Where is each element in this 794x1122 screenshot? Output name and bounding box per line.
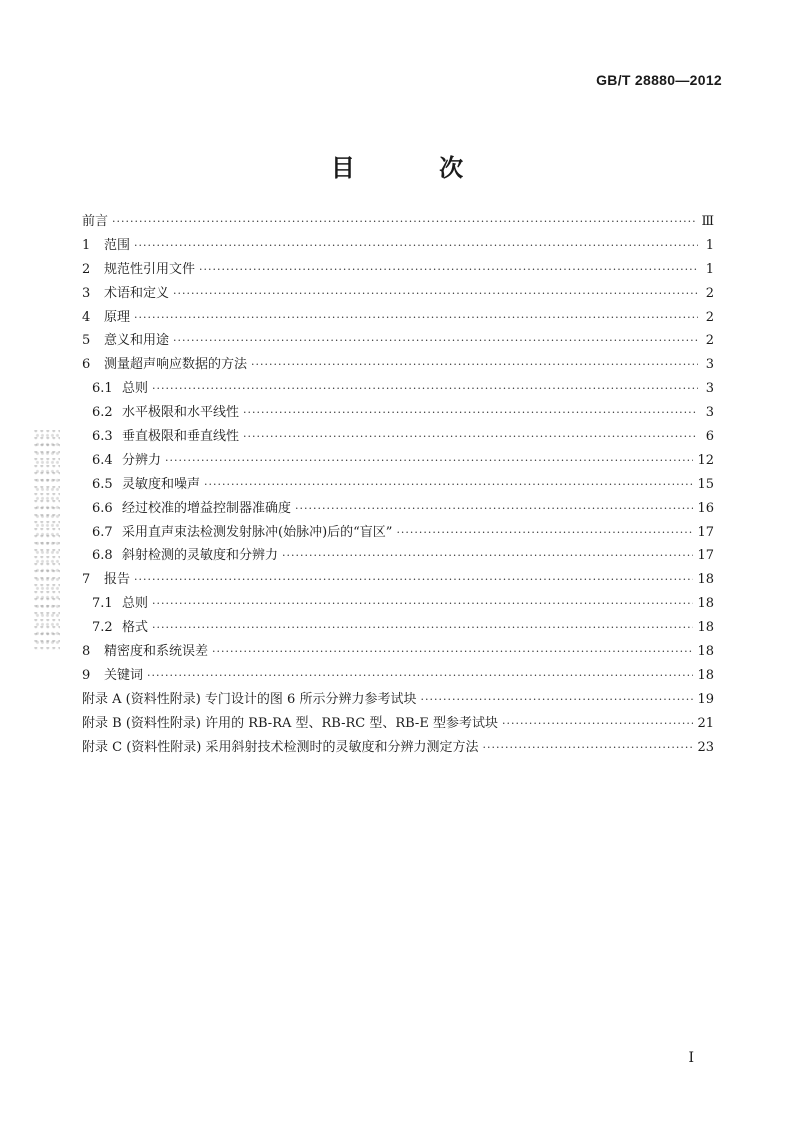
toc-entry-page: 2 — [705, 285, 714, 301]
toc-entry-number: 6.6 — [92, 500, 113, 516]
toc-entry[interactable] — [82, 210, 714, 234]
toc-entry[interactable] — [82, 521, 714, 545]
page-number: Ⅰ — [688, 1050, 694, 1066]
toc-leader-dots — [173, 334, 698, 347]
toc-leader-dots — [420, 693, 693, 706]
toc-leader-dots — [134, 239, 698, 252]
toc-leader-dots — [483, 741, 694, 754]
toc-leader-dots — [295, 502, 693, 515]
toc-leader-dots — [251, 358, 698, 371]
toc-entry-title: 意义和用途 — [104, 333, 170, 349]
toc-entry-page: 18 — [697, 596, 714, 612]
toc-entry-title: 水平极限和水平线性 — [122, 405, 240, 421]
toc-entry-title: 附录 C (资料性附录) 采用斜射技术检测时的灵敏度和分辨力测定方法 — [82, 739, 479, 755]
toc-entry[interactable] — [82, 282, 714, 306]
toc-leader-dots — [173, 287, 698, 300]
toc-entry-page: 12 — [697, 452, 714, 468]
toc-leader-dots — [282, 549, 693, 562]
toc-entry-title: 垂直极限和垂直线性 — [122, 429, 240, 445]
toc-entry[interactable] — [82, 568, 714, 592]
scan-artifact — [34, 430, 60, 650]
toc-entry-page: 18 — [697, 572, 714, 588]
toc-entry[interactable] — [82, 329, 714, 353]
toc-entry[interactable] — [82, 449, 714, 473]
standard-code: GB/T 28880—2012 — [596, 72, 722, 88]
toc-entry-number: 7.1 — [92, 596, 113, 612]
toc-entry-page: 3 — [705, 405, 714, 421]
toc-entry[interactable] — [82, 736, 714, 760]
toc-entry-page: 3 — [705, 357, 714, 373]
toc-entry-title: 格式 — [122, 620, 149, 636]
toc-entry-title: 附录 A (资料性附录) 专门设计的图 6 所示分辨力参考试块 — [82, 691, 417, 707]
toc-leader-dots — [243, 430, 698, 443]
toc-entry-page: 1 — [705, 261, 714, 277]
toc-entry-title: 总则 — [122, 596, 149, 612]
toc-entry-title: 采用直声束法检测发射脉冲(始脉冲)后的“盲区” — [122, 524, 393, 540]
toc-entry-number: 2 — [82, 261, 91, 277]
toc-entry-title: 术语和定义 — [104, 285, 170, 301]
toc-entry-page: 2 — [705, 333, 714, 349]
toc-entry[interactable] — [82, 712, 714, 736]
toc-entry[interactable] — [82, 306, 714, 330]
toc-entry-title: 前言 — [82, 214, 109, 229]
toc-leader-dots — [112, 215, 697, 228]
toc-entry-number: 6.8 — [92, 548, 113, 564]
toc-entry-page: 1 — [705, 237, 714, 253]
toc-entry-page: 17 — [697, 524, 714, 540]
toc-entry-page: 3 — [705, 381, 714, 397]
toc-entry[interactable] — [82, 377, 714, 401]
toc-entry-number: 6 — [82, 357, 91, 373]
table-of-contents — [82, 210, 714, 759]
toc-entry-number: 7.2 — [92, 620, 113, 636]
toc-entry-page: 19 — [697, 691, 714, 707]
toc-entry-title: 原理 — [104, 309, 131, 325]
toc-leader-dots — [396, 526, 693, 539]
toc-leader-dots — [134, 311, 698, 324]
toc-entry-page: 15 — [697, 476, 714, 492]
toc-entry-number: 6.1 — [92, 381, 113, 397]
toc-leader-dots — [502, 717, 694, 730]
toc-leader-dots — [147, 669, 693, 682]
toc-entry-page: 17 — [697, 548, 714, 564]
toc-entry[interactable] — [82, 425, 714, 449]
toc-entry-number: 8 — [82, 644, 91, 660]
toc-leader-dots — [152, 382, 698, 395]
toc-entry-number: 7 — [82, 572, 91, 588]
toc-leader-dots — [152, 621, 693, 634]
toc-entry-title: 附录 B (资料性附录) 许用的 RB-RA 型、RB-RC 型、RB-E 型参考试块 — [82, 715, 498, 731]
page-title: 目 次 — [330, 154, 502, 182]
toc-leader-dots — [152, 597, 693, 610]
toc-leader-dots — [243, 406, 698, 419]
toc-entry-number: 9 — [82, 667, 91, 683]
toc-entry[interactable] — [82, 353, 714, 377]
toc-entry-page: 2 — [705, 309, 714, 325]
toc-entry-title: 经过校准的增益控制器准确度 — [122, 500, 292, 516]
toc-entry-title: 规范性引用文件 — [104, 261, 196, 277]
toc-entry-title: 报告 — [104, 572, 131, 588]
toc-entry-title: 总则 — [122, 381, 149, 397]
toc-entry-title: 灵敏度和噪声 — [122, 476, 201, 492]
toc-entry-number: 1 — [82, 237, 91, 253]
toc-entry-number: 6.3 — [92, 429, 113, 445]
toc-entry[interactable] — [82, 592, 714, 616]
toc-entry-title: 测量超声响应数据的方法 — [104, 357, 248, 373]
toc-entry[interactable] — [82, 688, 714, 712]
toc-entry-title: 分辨力 — [122, 452, 162, 468]
toc-leader-dots — [204, 478, 693, 491]
toc-entry-page: Ⅲ — [701, 214, 714, 229]
toc-entry[interactable] — [82, 544, 714, 568]
toc-entry[interactable] — [82, 497, 714, 521]
toc-entry-title: 斜射检测的灵敏度和分辨力 — [122, 548, 279, 564]
toc-entry-page: 18 — [697, 620, 714, 636]
toc-entry-page: 18 — [697, 644, 714, 660]
toc-entry-title: 精密度和系统误差 — [104, 644, 209, 660]
toc-entry-page: 6 — [705, 429, 714, 445]
toc-entry-number: 6.4 — [92, 452, 113, 468]
toc-entry-number: 5 — [82, 333, 91, 349]
toc-entry-number: 6.7 — [92, 524, 113, 540]
toc-entry-title: 关键词 — [104, 667, 144, 683]
toc-entry-page: 16 — [697, 500, 714, 516]
toc-entry[interactable] — [82, 258, 714, 282]
toc-entry-page: 18 — [697, 667, 714, 683]
toc-entry-number: 6.2 — [92, 405, 113, 421]
toc-entry[interactable] — [82, 640, 714, 664]
toc-entry[interactable] — [82, 234, 714, 258]
toc-leader-dots — [199, 263, 698, 276]
toc-leader-dots — [165, 454, 693, 467]
toc-leader-dots — [134, 573, 693, 586]
toc-entry-number: 3 — [82, 285, 91, 301]
toc-entry[interactable] — [82, 473, 714, 497]
toc-entry-number: 6.5 — [92, 476, 113, 492]
toc-leader-dots — [212, 645, 693, 658]
toc-entry-title: 范围 — [104, 237, 131, 253]
toc-entry[interactable] — [82, 664, 714, 688]
toc-entry[interactable] — [82, 616, 714, 640]
toc-entry-page: 23 — [697, 739, 714, 755]
toc-entry-number: 4 — [82, 309, 91, 325]
toc-entry-page: 21 — [697, 715, 714, 731]
toc-entry[interactable] — [82, 401, 714, 425]
